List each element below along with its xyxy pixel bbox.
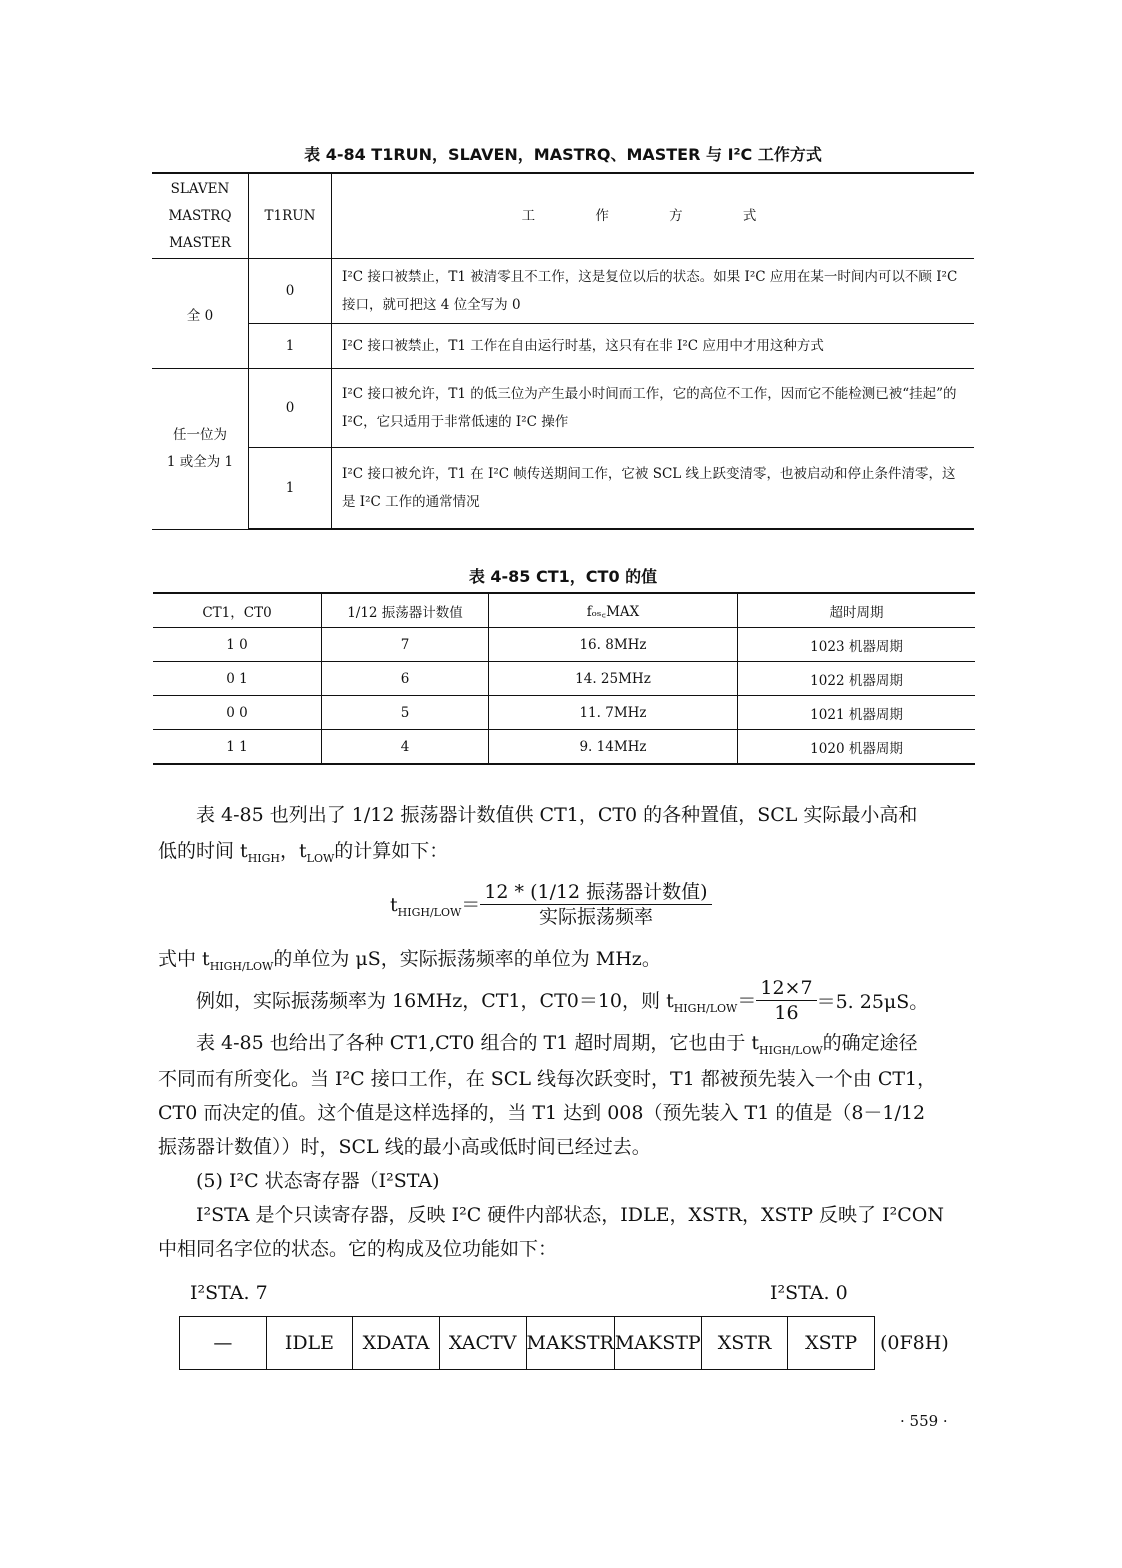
paragraph-line: 表 4-85 也列出了 1/12 振荡器计数值供 CT1，CT0 的各种置值，SCL 实际最小高和 <box>196 804 918 826</box>
register-bit: XSTR <box>702 1317 789 1369</box>
group-label: 全 0 <box>152 259 249 369</box>
register-msb-label: I²STA. 7 <box>190 1282 268 1304</box>
table-84 <box>152 172 974 530</box>
table-row <box>152 324 974 369</box>
formula-fraction <box>480 880 711 929</box>
table-row <box>152 448 974 530</box>
header-line: MASTER <box>169 234 231 251</box>
mode-description: I²C 接口被禁止，T1 被清零且不工作，这是复位以后的状态。如果 I²C 应用在某一时间内可以不顾 I²C 接口，就可把这 4 位全写为 0 <box>332 259 975 324</box>
table-header-row <box>153 593 975 628</box>
table-85 <box>153 592 975 765</box>
table-cell: 1022 机器周期 <box>738 662 976 696</box>
register-bit: IDLE <box>267 1317 354 1369</box>
paragraph-line: 表 4-85 也给出了各种 CT1,CT0 组合的 T1 超时周期，它也由于 $t_{HIGH/LOW}$的确定途径 <box>196 1032 918 1057</box>
column-header: 1/12 振荡器计数值 <box>322 593 489 628</box>
t1run-cell: 0 <box>249 259 332 324</box>
example-fraction: $\frac{12\times 7}{16}$ <box>756 976 816 1025</box>
table-cell: 4 <box>322 730 489 765</box>
table-row <box>153 662 975 696</box>
mode-description: I²C 接口被允许，T1 在 I²C 帧传送期间工作，它被 SCL 线上跃变清零，也被启动和停止条件清零，这是 I²C 工作的通常情况 <box>332 448 975 530</box>
paragraph-line: 式中 $t_{HIGH/LOW}$的单位为 μS，实际振荡频率的单位为 MHz。 <box>158 948 661 973</box>
mode-description: I²C 接口被禁止，T1 工作在自由运行时基，这只有在非 I²C 应用中才用这种方式 <box>332 324 975 369</box>
table-85-caption: 表 4-85 CT1，CT0 的值 <box>468 567 658 586</box>
register-bit: — <box>180 1317 267 1369</box>
table-row <box>152 259 974 324</box>
paragraph-line: 振荡器计数值））时，SCL 线的最小高或低时间已经过去。 <box>158 1136 651 1158</box>
header-line: SLAVEN <box>170 180 230 197</box>
t1run-cell: 0 <box>249 369 332 448</box>
paragraph-line: 不同而有所变化。当 I²C 接口工作，在 SCL 线每次跃变时，T1 都被预先装入一个由 CT1， <box>158 1068 937 1090</box>
column-header: 超时周期 <box>738 593 976 628</box>
table-cell: 1020 机器周期 <box>738 730 976 765</box>
column-header: fₒₛ꜀MAX <box>489 593 738 628</box>
page-number: · 559 · <box>900 1412 948 1430</box>
register-bit: XACTV <box>440 1317 527 1369</box>
t1run-cell: 1 <box>249 448 332 530</box>
mode-description: I²C 接口被允许，T1 的低三位为产生最小时间而工作，它的高位不工作，因而它不能检测已被“挂起”的 I²C，它只适用于非常低速的 I²C 操作 <box>332 369 975 448</box>
table-cell: 7 <box>322 628 489 662</box>
table-84-caption: 表 4-84 T1RUN，SLAVEN，MASTRQ、MASTER 与 I²C 工作方式 <box>304 145 822 164</box>
header-cell-mode: 工 作 方 式 <box>332 173 975 259</box>
section-heading: (5) I²C 状态寄存器（I²STA) <box>196 1170 440 1192</box>
register-bit: XSTP <box>805 1332 858 1354</box>
header-line: MASTRQ <box>168 207 232 224</box>
table-row <box>153 696 975 730</box>
paragraph-line: 例如，实际振荡频率为 16MHz，CT1，CT0＝10，则 $t_{HIGH/LOW}=$ $\frac{12\times 7}{16}$ ＝5. 25μS。 <box>196 977 929 1024</box>
formula-denominator: 实际振荡频率 <box>538 906 653 928</box>
table-cell: 16. 8MHz <box>489 628 738 662</box>
register-bit: MAKSTP <box>615 1317 702 1369</box>
header-cell-t1run: T1RUN <box>249 173 332 259</box>
table-row <box>153 730 975 765</box>
register-bit: XDATA <box>353 1317 440 1369</box>
header-cell-mode-bits <box>152 173 249 259</box>
formula-numerator: 12 * (1/12 振荡器计数值) <box>480 880 711 905</box>
paragraph-line: CT0 而决定的值。这个值是这样选择的，当 T1 达到 008（预先装入 T1 的值是（8－1/12 <box>158 1102 926 1124</box>
table-cell: 0 0 <box>153 696 322 730</box>
table-cell: 9. 14MHz <box>489 730 738 765</box>
paragraph-line: 中相同名字位的状态。它的构成及位功能如下： <box>158 1238 558 1260</box>
paragraph-line: 低的时间 $t_{HIGH}$，$t_{LOW}$的计算如下： <box>158 840 449 865</box>
register-bit: MAKSTR <box>527 1317 615 1369</box>
table-cell: 5 <box>322 696 489 730</box>
register-address: (0F8H) <box>880 1332 949 1354</box>
column-header: CT1，CT0 <box>153 593 322 628</box>
table-cell: 1 0 <box>153 628 322 662</box>
group-label: 任一位为 1 或全为 1 <box>152 369 249 530</box>
register-lsb-label: I²STA. 0 <box>770 1282 848 1304</box>
table-cell: 1023 机器周期 <box>738 628 976 662</box>
table-row <box>152 369 974 448</box>
table-row <box>152 173 974 259</box>
paragraph-line: I²STA 是个只读寄存器，反映 I²C 硬件内部状态，IDLE，XSTR，XSTP 反映了 I²CON <box>196 1204 944 1226</box>
t1run-cell: 1 <box>249 324 332 369</box>
table-row <box>153 628 975 662</box>
table-cell: 14. 25MHz <box>489 662 738 696</box>
register-bit-map <box>179 1316 875 1370</box>
table-cell: 6 <box>322 662 489 696</box>
table-cell: 1 1 <box>153 730 322 765</box>
formula: $t_{HIGH/LOW}=$ $\frac{\text{12 * (1/12 振荡器计数值)}}{\text{实际振荡频率}}$ <box>390 880 712 929</box>
table-cell: 1021 机器周期 <box>738 696 976 730</box>
table-cell: 11. 7MHz <box>489 696 738 730</box>
table-cell: 0 1 <box>153 662 322 696</box>
